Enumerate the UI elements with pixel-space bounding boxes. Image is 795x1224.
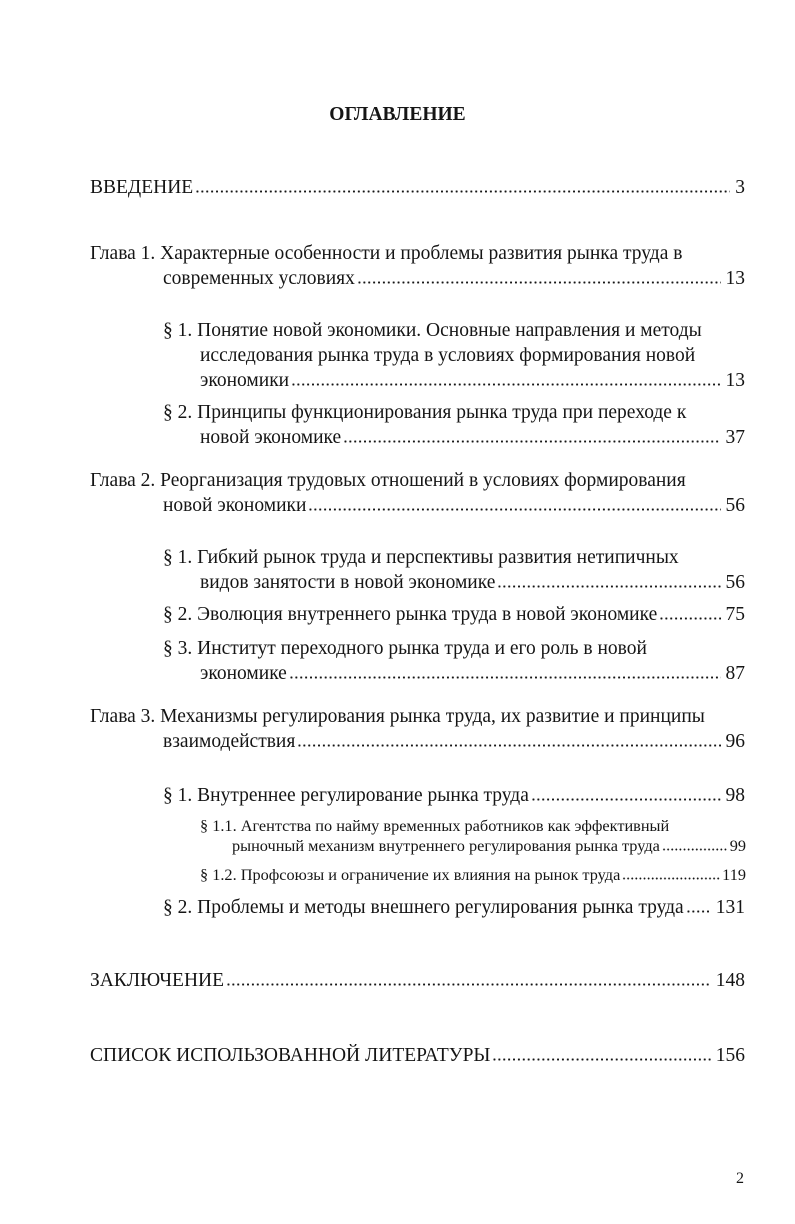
toc-entry-text: экономики [200, 370, 290, 391]
toc-entry-row [163, 425, 745, 450]
toc-entry-row [163, 570, 745, 595]
toc-entry-text: § 1. Внутреннее регулирование рынка труда [163, 785, 529, 806]
dot-leader [226, 978, 711, 986]
toc-entry-text: § 1. Понятие новой экономики. Основные направления и методы [163, 320, 702, 341]
toc-entry-row [90, 968, 745, 993]
dot-leader [492, 1053, 710, 1061]
toc-entry-row [163, 895, 745, 920]
toc-page-number: 156 [715, 1045, 745, 1066]
toc-entry-chapter-3-section-1 [163, 783, 745, 808]
toc-entry-text: § 2. Принципы функционирования рынка труда при переходе к [163, 402, 687, 423]
toc-page-number: 13 [725, 370, 745, 391]
toc-entry-row [90, 493, 745, 518]
toc-entry-chapter-1-section-2 [163, 400, 745, 450]
toc-title: ОГЛАВЛЕНИЕ [329, 104, 466, 125]
dot-leader [195, 185, 730, 193]
dot-leader [659, 612, 720, 620]
toc-page-number: 87 [725, 663, 745, 684]
toc-page-number: 98 [725, 785, 745, 806]
toc-page-number: 96 [725, 731, 745, 752]
dot-leader [297, 739, 720, 747]
toc-page-number: 148 [715, 970, 745, 991]
toc-entry-text: видов занятости в новой экономике [200, 572, 496, 593]
dot-leader [662, 843, 728, 851]
toc-page-number: 131 [715, 897, 745, 918]
toc-entry-chapter-1-section-1 [163, 318, 745, 393]
toc-entry-text: § 2. Проблемы и методы внешнего регулирования рынка труда [163, 897, 684, 918]
dot-leader [497, 580, 720, 588]
toc-entry-conclusion [90, 968, 745, 993]
toc-page-number: 75 [725, 604, 745, 625]
dot-leader [531, 793, 721, 801]
dot-leader [289, 671, 721, 679]
toc-entry-text: § 1. Гибкий рынок труда и перспективы развития нетипичных [163, 547, 679, 568]
toc-entry-row [163, 661, 745, 686]
toc-entry-chapter-3 [90, 704, 745, 754]
toc-entry-text: § 1.1. Агентства по найму временных работников как эффективный [200, 816, 670, 835]
toc-entry-chapter-2 [90, 468, 745, 518]
toc-page-number: 99 [729, 836, 746, 855]
dot-leader [622, 872, 720, 880]
toc-entry-chapter-3-section-1-2 [200, 865, 746, 885]
toc-entry-text: взаимодействия [163, 731, 296, 752]
toc-page-number: 119 [722, 865, 746, 884]
toc-entry-chapter-1 [90, 241, 745, 291]
toc-entry-chapter-2-section-2 [163, 602, 745, 627]
toc-entry-text: рыночный механизм внутреннего регулирования рынка труда [232, 836, 660, 855]
toc-page-number: 13 [725, 268, 745, 289]
toc-entry-text: Глава 3. Механизмы регулирования рынка труда, их развитие и принципы [90, 706, 705, 727]
toc-entry-text: § 3. Институт переходного рынка труда и его роль в новой [163, 638, 647, 659]
page-number: 2 [736, 1170, 744, 1187]
toc-entry-row [90, 175, 745, 200]
toc-entry-row [200, 865, 746, 885]
toc-entry-row [90, 729, 745, 754]
dot-leader [357, 276, 721, 284]
toc-entry-row [90, 266, 745, 291]
toc-entry-text: § 1.2. Профсоюзы и ограничение их влияния на рынок труда [200, 865, 621, 884]
toc-page-number: 56 [725, 495, 745, 516]
toc-page-number: 3 [735, 177, 745, 198]
dot-leader [308, 503, 720, 511]
toc-entry-row [163, 783, 745, 808]
toc-entry-text: Глава 1. Характерные особенности и проблемы развития рынка труда в [90, 243, 683, 264]
toc-entry-bibliography [90, 1043, 745, 1068]
toc-entry-text: ЗАКЛЮЧЕНИЕ [90, 970, 225, 991]
toc-entry-row [163, 368, 745, 393]
toc-entry-text: новой экономике [200, 427, 342, 448]
toc-entry-row [200, 836, 746, 856]
toc-entry-chapter-3-section-1-1 [200, 816, 746, 856]
dot-leader [686, 905, 711, 913]
toc-entry-chapter-3-section-2 [163, 895, 745, 920]
toc-entry-introduction [90, 175, 745, 200]
dot-leader [343, 435, 720, 443]
toc-entry-text: ВВЕДЕНИЕ [90, 177, 194, 198]
toc-entry-text: исследования рынка труда в условиях формирования новой [200, 345, 696, 366]
toc-entry-row [163, 602, 745, 627]
toc-entry-text: новой экономики [163, 495, 307, 516]
toc-page-number: 37 [725, 427, 745, 448]
toc-entry-chapter-2-section-3 [163, 636, 745, 686]
toc-entry-row [90, 1043, 745, 1068]
toc-page-number: 56 [725, 572, 745, 593]
toc-entry-text: Глава 2. Реорганизация трудовых отношений в условиях формирования [90, 470, 686, 491]
toc-entry-text: § 2. Эволюция внутреннего рынка труда в новой экономике [163, 604, 658, 625]
dot-leader [291, 378, 720, 386]
toc-entry-chapter-2-section-1 [163, 545, 745, 595]
toc-entry-text: СПИСОК ИСПОЛЬЗОВАННОЙ ЛИТЕРАТУРЫ [90, 1045, 491, 1066]
toc-entry-text: современных условиях [163, 268, 355, 289]
toc-entry-text: экономике [200, 663, 287, 684]
